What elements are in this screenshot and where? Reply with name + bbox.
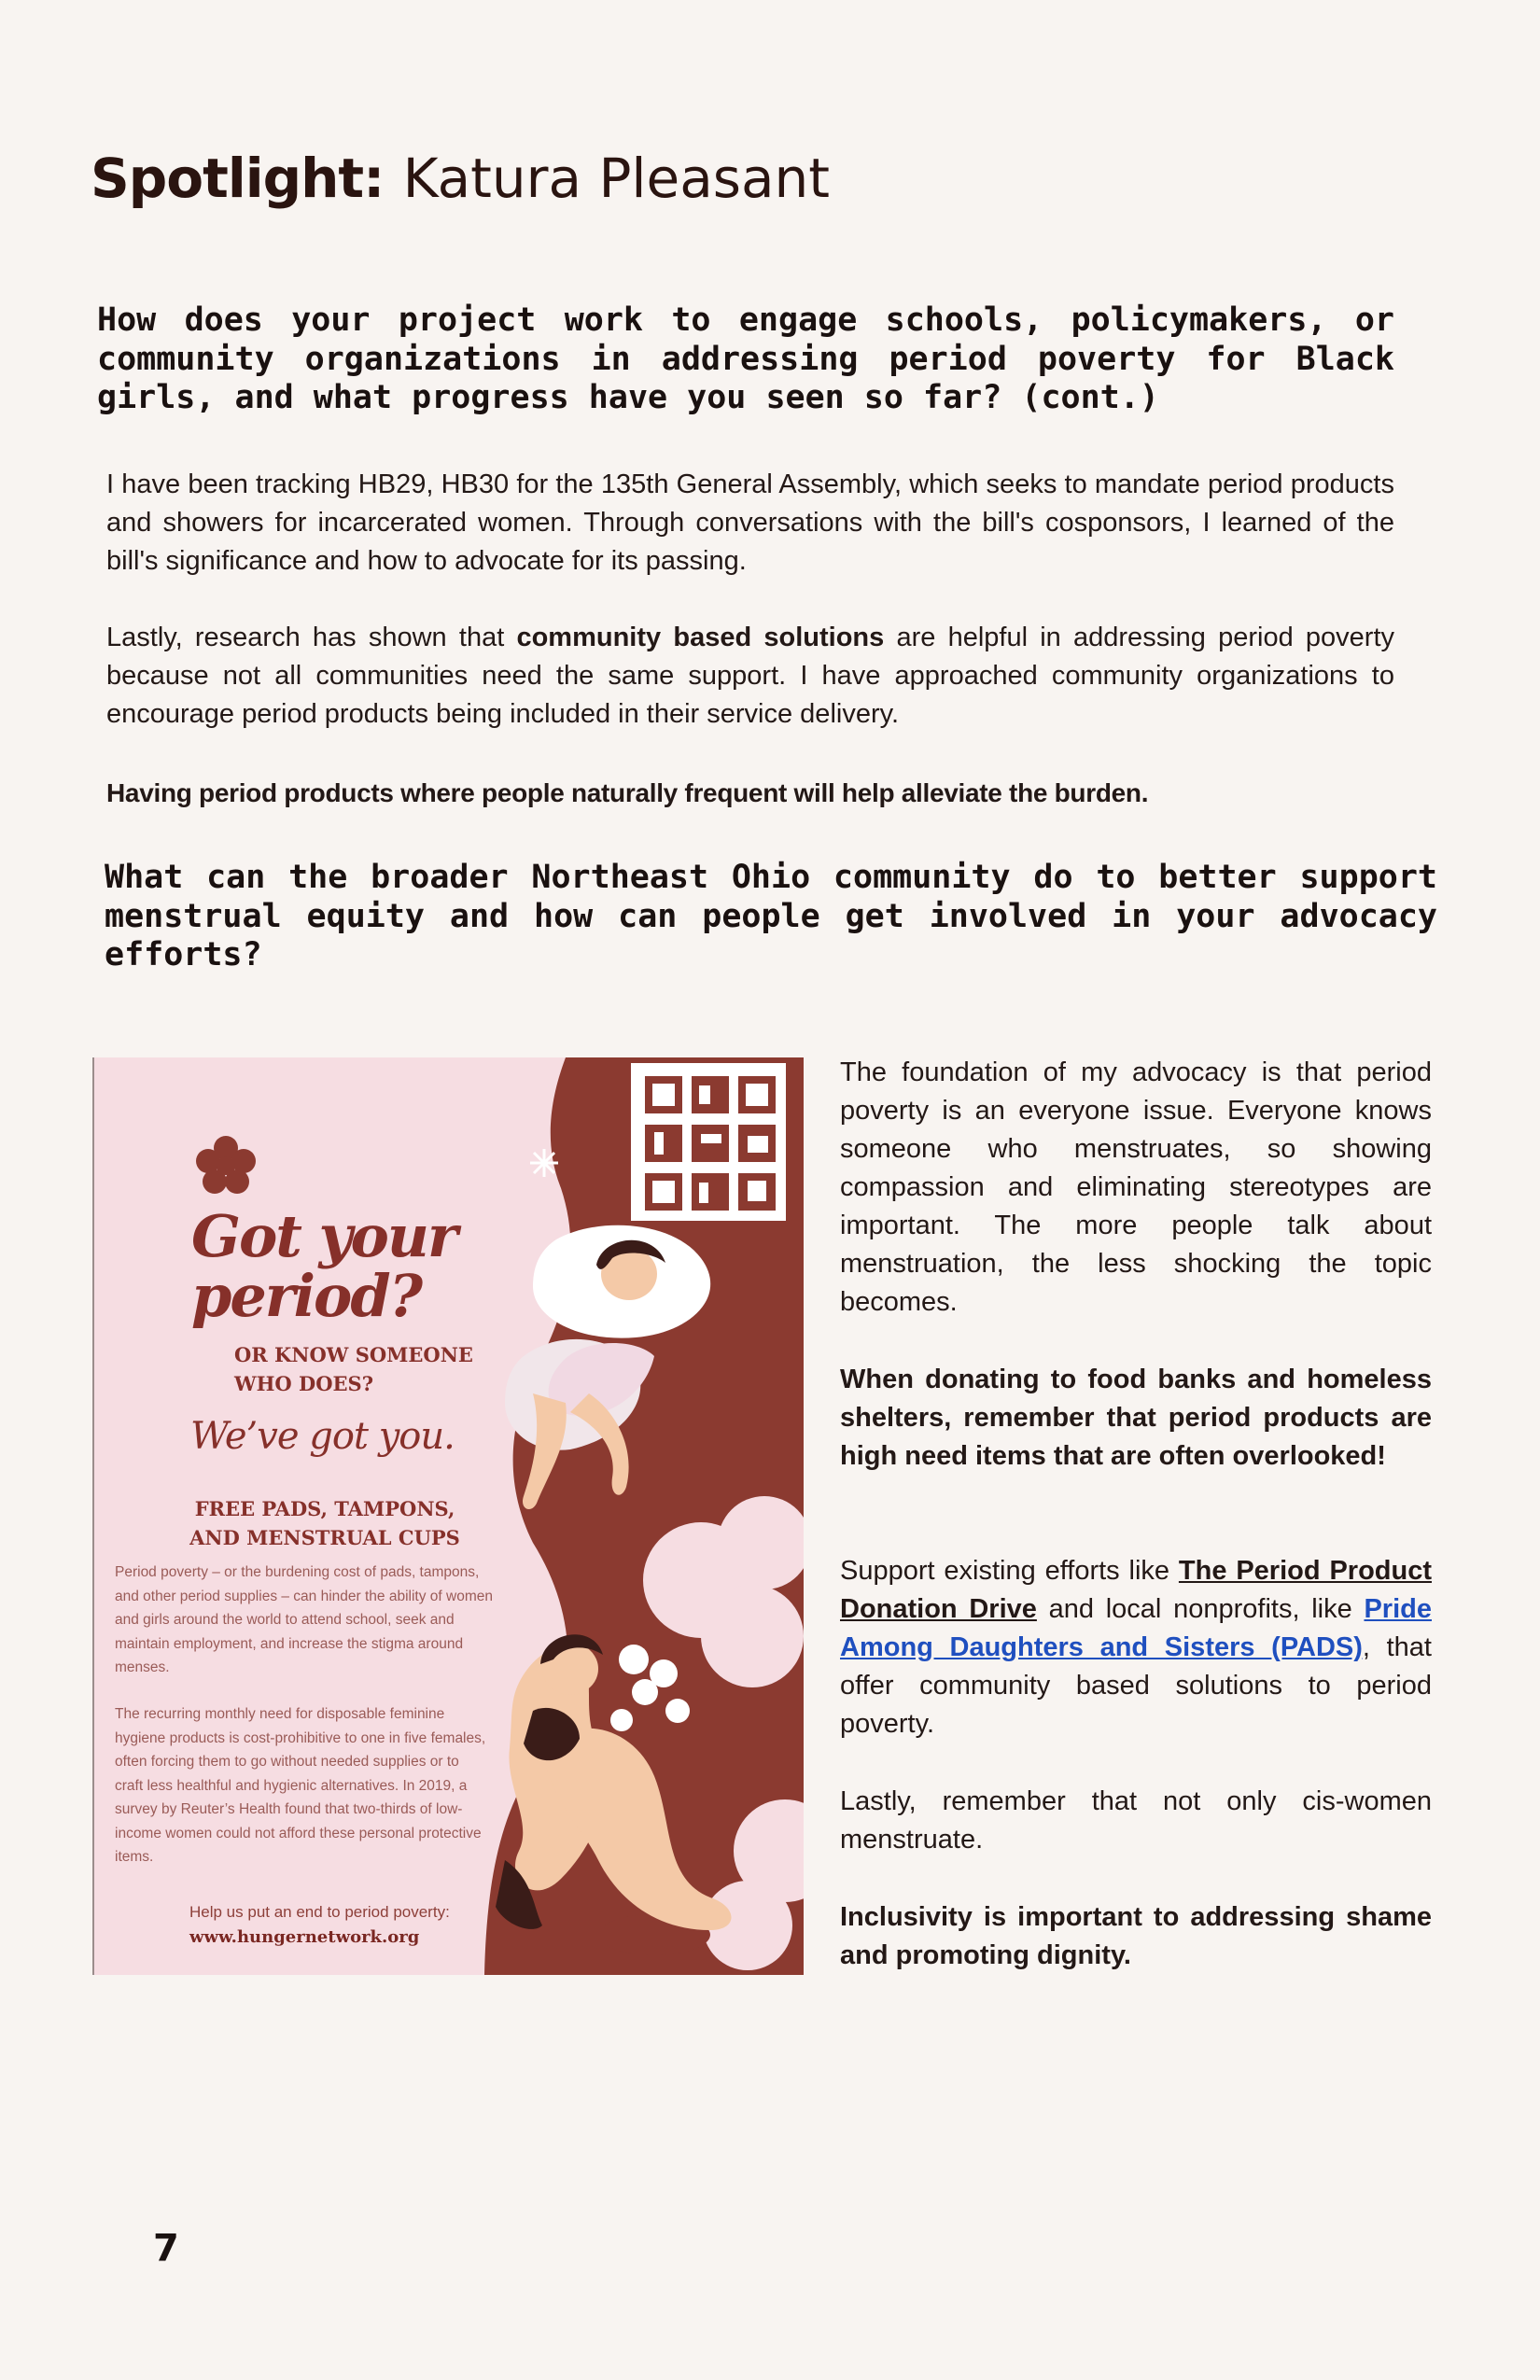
column-paragraph-foundation: The foundation of my advocacy is that period poverty is an everyone issue. Everyone knows someone who menstruates, so showing compassion and eliminating stereotypes are important. The more people talk about menstruation, the less shocking the topic becomes. <box>840 1057 1432 1317</box>
p2-bold-phrase: community based solutions <box>516 623 885 652</box>
page-title <box>91 145 830 212</box>
period-product-drive-link[interactable]: The Period Product Donation Drive <box>840 1556 1432 1624</box>
column-paragraph-inclusivity: Inclusivity is important to addressing shame and promoting dignity. <box>840 1902 1432 1970</box>
column-paragraph-donating: When donating to food banks and homeless shelters, remember that period products are high need items that are often overlooked! <box>840 1365 1432 1471</box>
poster-url: www.hungernetwork.org <box>189 1927 420 1947</box>
poster-help-text: Help us put an end to period poverty: <box>189 1903 450 1921</box>
poster-free-items: FREE PADS, TAMPONS, AND MENSTRUAL CUPS <box>189 1497 460 1549</box>
column-paragraph-support <box>840 1552 1432 1743</box>
page-number: 7 <box>153 2227 179 2270</box>
title-name: Katura Pleasant <box>402 147 831 210</box>
paragraph-legislation: I have been tracking HB29, HB30 for the 135th General Assembly, which seeks to mandate period products and showers for incarcerated women. Through conversations with the bill's cosponsors, I learned of the bill's significance and how to advocate for its passing. <box>106 469 1394 576</box>
column-paragraph-cis-women: Lastly, remember that not only cis-women menstruate. <box>840 1786 1432 1855</box>
paragraph-emphasis: Having period products where people naturally frequent will help alleviate the burden. <box>106 778 1149 807</box>
poster-call-to-action <box>189 1899 488 1950</box>
paragraph-community-solutions <box>106 619 1394 734</box>
pads-link[interactable]: Pride Among Daughters and Sisters (PADS) <box>840 1594 1432 1662</box>
poster-tagline: We’ve got you. <box>190 1415 455 1458</box>
hunger-network-poster <box>92 1057 804 1975</box>
title-lead: Spotlight: <box>91 147 385 210</box>
poster-know-someone: OR KNOW SOMEONE WHO DOES? <box>234 1343 473 1395</box>
poster-body-2: The recurring monthly need for disposable feminine hygiene products is cost-prohibitive to one in five females, often forcing them to go without needed supplies or to craft less healthful and hygienic alternatives. In 2019, a survey by Reuter’s Health found that two-thirds of low-income women could not afford these personal protective items. <box>115 1706 486 1865</box>
p2-text-before: Lastly, research has shown that <box>106 623 517 652</box>
poster-body-1: Period poverty – or the burdening cost of pads, tampons, and other period supplies – can hinder the ability of women and girls around the world to attend school, seek and maintain employment, and increase the stigma around menses. <box>115 1564 493 1675</box>
question-heading-2: What can the broader Northeast Ohio community do to better support menstrual equity and how can people get involved in your advocacy efforts? <box>105 859 1437 973</box>
support-text-after: , that offer community based solutions to period poverty. <box>840 1632 1432 1739</box>
poster-headline: Got your period? <box>191 1202 456 1330</box>
question-heading-1: How does your project work to engage schools, policymakers, or community organizations in addressing period poverty for Black girls, and what progress have you seen so far? (cont.) <box>97 301 1394 416</box>
p2-text-after: are helpful in addressing period poverty because not all communities need the same support. I have approached community organizations to encourage period products being included in their service delivery. <box>106 623 1395 729</box>
support-text-before: Support existing efforts like <box>840 1556 1179 1586</box>
support-text-middle: and local nonprofits, like <box>1036 1594 1365 1624</box>
